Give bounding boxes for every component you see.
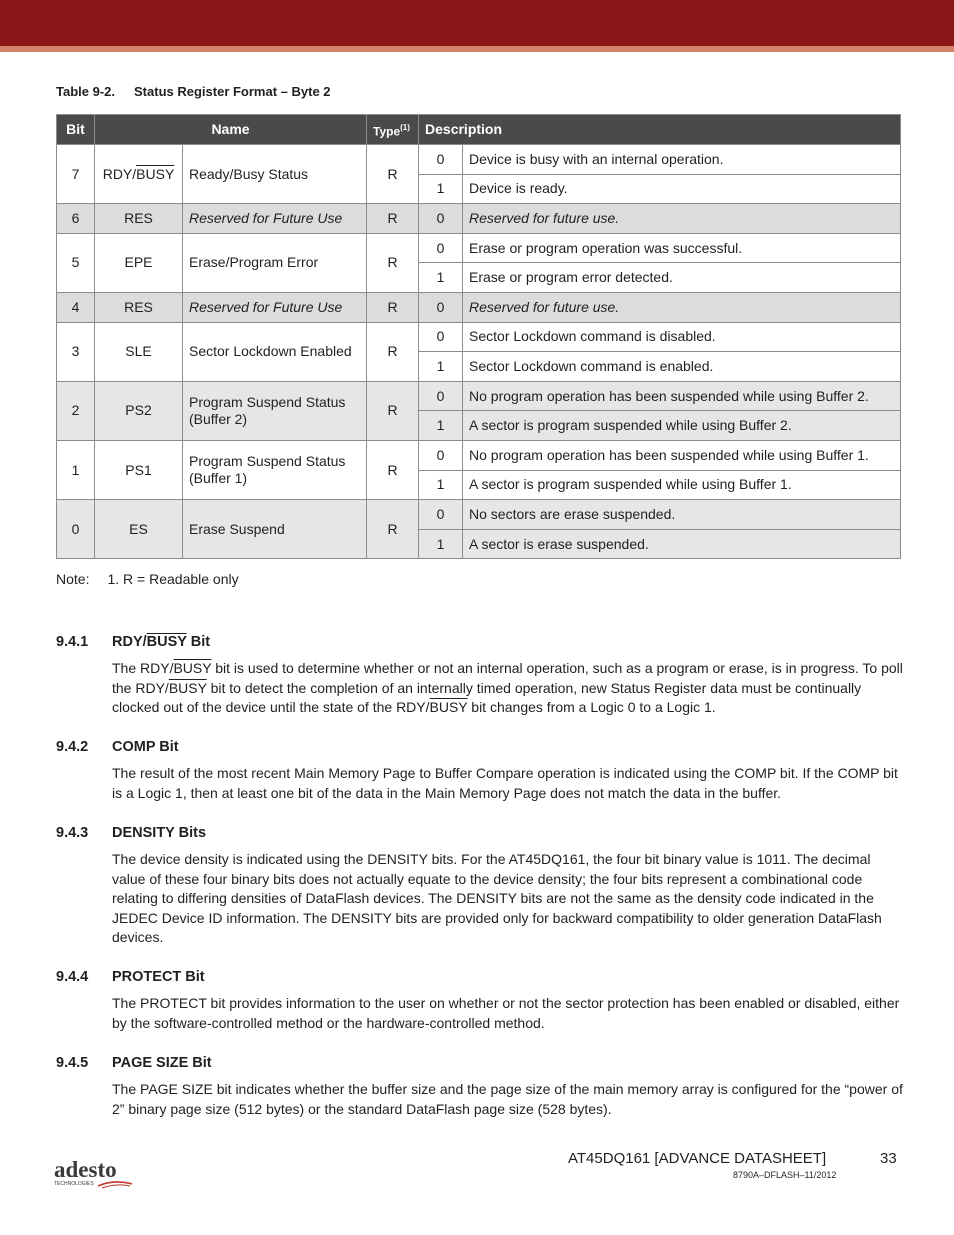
header-stripe: [0, 46, 954, 52]
cell-bit: 4: [57, 292, 95, 322]
header-band: [0, 0, 954, 46]
cell-bit: 6: [57, 204, 95, 234]
header-bit: Bit: [57, 115, 95, 145]
logo-subtitle: TECHNOLOGIES: [54, 1181, 94, 1187]
cell-description: No sectors are erase suspended.: [463, 500, 901, 530]
section-rdy-busy: [56, 632, 906, 718]
section-density: [56, 823, 906, 948]
table-caption: [56, 84, 331, 99]
cell-type: R: [367, 204, 419, 234]
cell-name: Program Suspend Status (Buffer 1): [183, 440, 367, 499]
cell-type: R: [367, 233, 419, 292]
table-header-row: [57, 115, 901, 145]
section-body: The RDY/BUSY bit is used to determine whether or not an internal operation, such as a program or erase, is in progress. To poll the RDY/BUSY bit to detect the completion of an internally timed operation, new Status Register data must be continually clocked out of the device until the state of the RDY/BUSY bit changes from a Logic 0 to a Logic 1.: [112, 660, 903, 716]
table-row: [57, 145, 901, 175]
cell-type: R: [367, 381, 419, 440]
section-heading: 9.4.3 DENSITY Bits: [56, 825, 207, 841]
section-body: The PROTECT bit provides information to the user on whether or not the sector protection has been enabled or disabled, either by the software-controlled method or the hardware-controlled method.: [112, 995, 900, 1031]
table-row: [57, 292, 901, 322]
cell-value: 0: [419, 440, 463, 470]
cell-name: Reserved for Future Use: [183, 292, 367, 322]
cell-type: R: [367, 145, 419, 204]
footer-doc-code: 8790A–DFLASH–11/2012: [733, 1170, 837, 1180]
note-item: 1. R = Readable only: [107, 571, 239, 587]
cell-value: 0: [419, 500, 463, 530]
cell-mnemonic: PS2: [95, 381, 183, 440]
cell-value: 0: [419, 381, 463, 411]
cell-bit: 1: [57, 440, 95, 499]
logo-wordmark: adesto: [54, 1157, 117, 1182]
section-comp: [56, 737, 906, 803]
cell-name: Program Suspend Status (Buffer 2): [183, 381, 367, 440]
cell-description: Device is ready.: [463, 174, 901, 204]
cell-type: R: [367, 440, 419, 499]
section-heading: 9.4.1 RDY/BUSY Bit: [56, 634, 211, 650]
cell-value: 1: [419, 263, 463, 293]
header-description: Description: [419, 115, 901, 145]
table-row: [57, 322, 901, 352]
cell-description: Erase or program operation was successful.: [463, 233, 901, 263]
cell-mnemonic: PS1: [95, 440, 183, 499]
cell-mnemonic: ES: [95, 500, 183, 559]
cell-bit: 0: [57, 500, 95, 559]
table-caption-title: Status Register Format – Byte 2: [134, 84, 331, 99]
cell-value: 0: [419, 322, 463, 352]
section-heading: 9.4.2 COMP Bit: [56, 739, 179, 755]
section-body: The result of the most recent Main Memory Page to Buffer Compare operation is indicated using the COMP bit. If the COMP bit is a Logic 1, then at least one bit of the data in the Main Memory Page does not match the data in the buffer.: [112, 765, 898, 801]
cell-value: 1: [419, 470, 463, 500]
cell-description: No program operation has been suspended while using Buffer 2.: [463, 381, 901, 411]
cell-name: Erase Suspend: [183, 500, 367, 559]
cell-mnemonic: RES: [95, 204, 183, 234]
table-row: [57, 381, 901, 411]
cell-value: 1: [419, 411, 463, 441]
cell-description: Erase or program error detected.: [463, 263, 901, 293]
table-row: [57, 204, 901, 234]
cell-type: R: [367, 500, 419, 559]
section-page-size: [56, 1053, 906, 1119]
cell-value: 0: [419, 233, 463, 263]
cell-type: R: [367, 292, 419, 322]
cell-value: 0: [419, 204, 463, 234]
cell-bit: 7: [57, 145, 95, 204]
cell-description: Sector Lockdown command is enabled.: [463, 352, 901, 382]
cell-bit: 5: [57, 233, 95, 292]
table-row: [57, 440, 901, 470]
cell-type: R: [367, 322, 419, 381]
section-protect: [56, 967, 906, 1033]
table-note: [56, 571, 239, 587]
cell-description: A sector is program suspended while using Buffer 2.: [463, 411, 901, 441]
note-label: Note:: [56, 571, 90, 587]
cell-description: Reserved for future use.: [463, 204, 901, 234]
adesto-logo: [54, 1155, 144, 1189]
cell-value: 0: [419, 292, 463, 322]
cell-bit: 3: [57, 322, 95, 381]
cell-mnemonic: SLE: [95, 322, 183, 381]
cell-name: Ready/Busy Status: [183, 145, 367, 204]
cell-description: Reserved for future use.: [463, 292, 901, 322]
cell-name: Sector Lockdown Enabled: [183, 322, 367, 381]
cell-description: No program operation has been suspended while using Buffer 1.: [463, 440, 901, 470]
cell-description: A sector is program suspended while using Buffer 1.: [463, 470, 901, 500]
cell-mnemonic: EPE: [95, 233, 183, 292]
cell-value: 1: [419, 174, 463, 204]
cell-bit: 2: [57, 381, 95, 440]
cell-mnemonic: RES: [95, 292, 183, 322]
cell-description: A sector is erase suspended.: [463, 529, 901, 559]
cell-description: Device is busy with an internal operation.: [463, 145, 901, 175]
section-body: The device density is indicated using the DENSITY bits. For the AT45DQ161, the four bit binary value is 1011. The decimal value of these four binary bits does not actually equate to the device density; the four bits represent a combinational code relating to differing densities of DataFlash devices. The DENSITY bits are not the same as the density code indicated in the JEDEC Device ID information. The DENSITY bits are provided only for backward compatibility to older generation DataFlash devices.: [112, 851, 882, 946]
cell-name: Erase/Program Error: [183, 233, 367, 292]
logo-swoosh-icon: [102, 1185, 130, 1188]
cell-value: 1: [419, 529, 463, 559]
cell-description: Sector Lockdown command is disabled.: [463, 322, 901, 352]
footer-doc-title: AT45DQ161 [ADVANCE DATASHEET]: [568, 1150, 827, 1167]
table-row: [57, 233, 901, 263]
cell-value: 1: [419, 352, 463, 382]
cell-mnemonic: RDY/BUSY: [95, 145, 183, 204]
section-heading: 9.4.4 PROTECT Bit: [56, 969, 205, 985]
table-caption-number: Table 9-2.: [56, 84, 116, 99]
header-name: Name: [95, 115, 367, 145]
table-row: [57, 500, 901, 530]
cell-value: 0: [419, 145, 463, 175]
status-register-table: [56, 114, 901, 559]
header-type: Type$^{(1)}$: [367, 115, 419, 145]
cell-name: Reserved for Future Use: [183, 204, 367, 234]
section-heading: 9.4.5 PAGE SIZE Bit: [56, 1055, 212, 1071]
footer-page-number: 33: [880, 1150, 897, 1167]
section-body: The PAGE SIZE bit indicates whether the buffer size and the page size of the main memory array is configured for the “power of 2” binary page size (512 bytes) or the standard DataFlash page size (528 bytes).: [112, 1081, 903, 1117]
